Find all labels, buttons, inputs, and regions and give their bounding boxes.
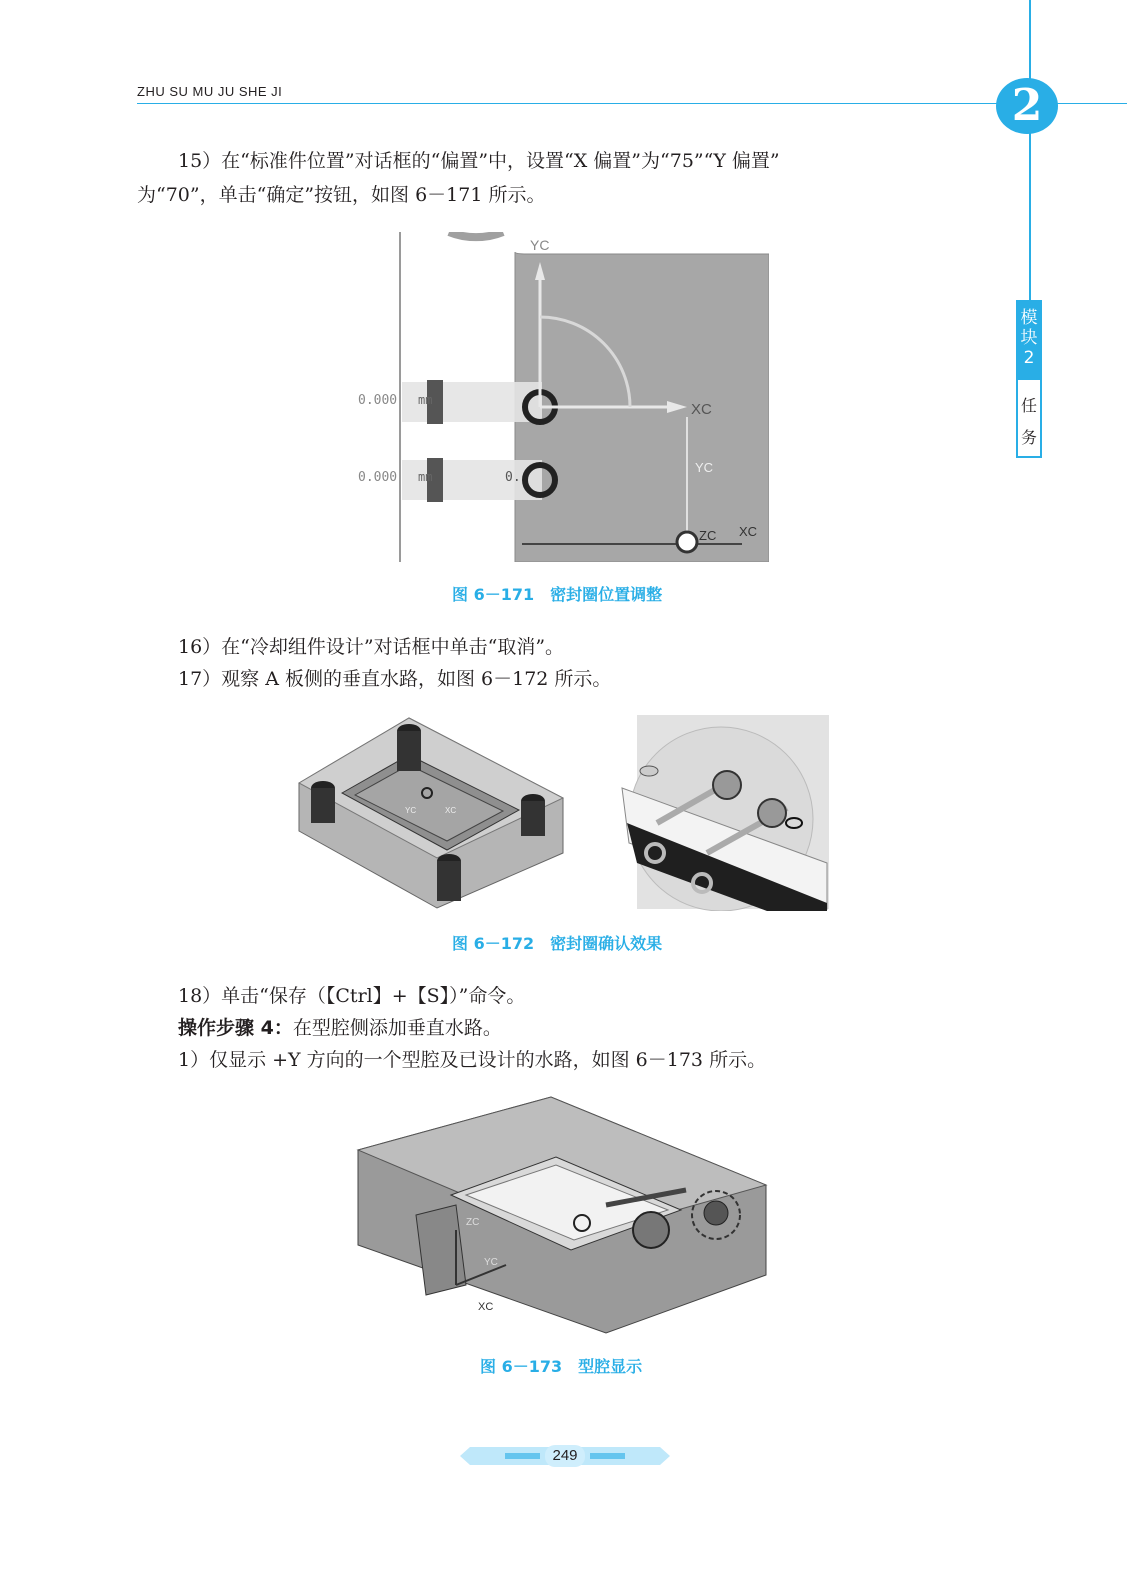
side-tab-char: 模 [1020, 308, 1038, 328]
side-tab-char: 2 [1023, 348, 1035, 368]
paragraph-17: 17）观察 A 板侧的垂直水路，如图 6－172 所示。 [178, 668, 612, 690]
label-zc: ZC [466, 1217, 480, 1228]
dim-value-1: 0.000 [358, 393, 398, 408]
label-xc-small: XC [739, 524, 758, 539]
label-xc: XC [445, 806, 457, 815]
paragraph-18: 18）单击“保存（【Ctrl】+【S】）”命令。 [178, 985, 526, 1007]
module-side-tab [1016, 300, 1042, 458]
side-tab-char: 务 [1020, 428, 1037, 447]
fitting-2 [704, 1201, 728, 1225]
label-xc: XC [478, 1301, 494, 1313]
page-number: 249 [545, 1445, 585, 1467]
label-yc-small: YC [695, 460, 714, 475]
figure-6-171-caption: 图 6－171 密封圈位置调整 [452, 585, 663, 604]
figure-6-171 [397, 232, 769, 562]
figure-6-172-caption: 图 6－172 密封圈确认效果 [452, 934, 663, 953]
dim-unit-2: mm [418, 470, 433, 484]
side-tab-task [1018, 390, 1040, 454]
step-4-text: 在型腔侧添加垂直水路。 [292, 1017, 502, 1039]
detail-fitting-2 [758, 799, 786, 827]
label-yc: YC [405, 806, 417, 815]
label-yc: YC [484, 1257, 498, 1268]
dim-value-3: 0. [505, 470, 521, 485]
page-footer [460, 1445, 670, 1467]
paragraph-15-line1: 15）在“标准件位置”对话框的“偏置”中，设置“X 偏置”为“75”“Y 偏置” [178, 150, 780, 172]
fitting-1 [633, 1212, 669, 1248]
figure-6-173-caption: 图 6－173 型腔显示 [480, 1357, 643, 1376]
guide-pin-body-2 [311, 788, 335, 823]
paragraph-16: 16）在“冷却组件设计”对话框中单击“取消”。 [178, 636, 565, 658]
mold-plate-overview [299, 718, 563, 908]
paragraph-15-line2: 为“70”，单击“确定”按钮，如图 6－171 所示。 [137, 184, 546, 206]
side-tab-module [1018, 302, 1040, 380]
step-4-label: 操作步骤 4： [178, 1017, 293, 1039]
ornament-left [505, 1453, 540, 1459]
label-zc-small: ZC [699, 528, 717, 543]
guide-pin-body-4 [437, 861, 461, 901]
dim-value-2: 0.000 [358, 470, 398, 485]
detail-zoom-view [622, 715, 829, 911]
margin-rule [1029, 0, 1031, 300]
guide-pin-body-1 [397, 731, 421, 771]
side-tab-char: 块 [1020, 328, 1038, 348]
ornament-right [590, 1453, 625, 1459]
header-rule [137, 103, 1127, 104]
origin-marker [677, 532, 697, 552]
chapter-badge: 2 [996, 78, 1058, 134]
detail-post [640, 766, 658, 776]
figure-6-173 [356, 1095, 772, 1335]
running-header: ZHU SU MU JU SHE JI [137, 84, 283, 99]
detail-fitting-1 [713, 771, 741, 799]
label-yc-top: YC [530, 237, 550, 253]
side-tab-char: 任 [1020, 396, 1037, 415]
paragraph-1: 1）仅显示 +Y 方向的一个型腔及已设计的水路，如图 6－173 所示。 [178, 1049, 767, 1071]
figure-6-172 [297, 713, 830, 911]
step-4-line [178, 1011, 502, 1045]
dim-unit-1: mm [418, 393, 433, 407]
label-xc-mid: XC [691, 401, 712, 418]
guide-pin-body-3 [521, 801, 545, 836]
